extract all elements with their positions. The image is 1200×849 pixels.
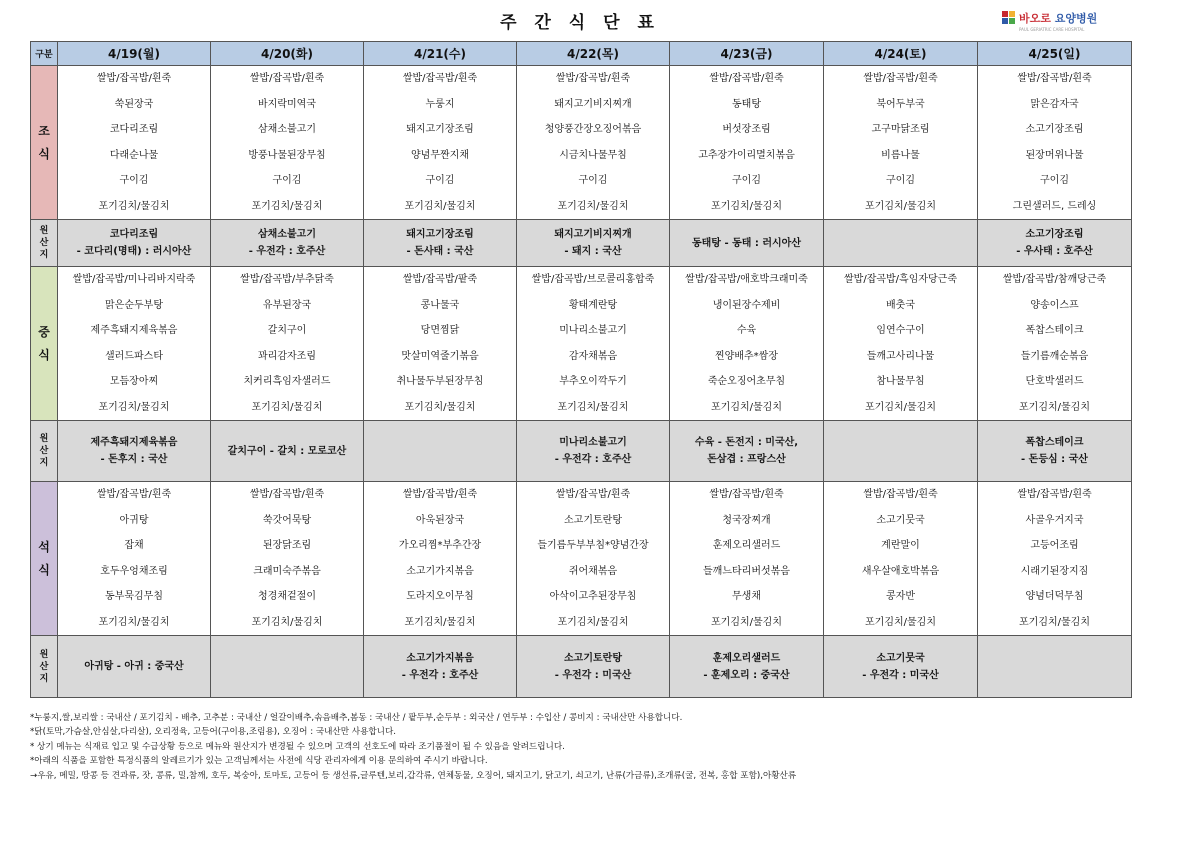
origin-label: 원 산 지 <box>31 220 58 267</box>
dish: 버섯장조림 <box>722 124 771 135</box>
dish: 양송이스프 <box>1030 299 1079 311</box>
dish: 포기김치/물김치 <box>865 401 936 413</box>
dish: 쌀밥/잡곡밥/흰죽 <box>249 73 325 84</box>
dish: 포기김치/물김치 <box>865 616 936 628</box>
dish: 시금치나물무침 <box>559 149 627 161</box>
dish: 들기름깨순볶음 <box>1020 350 1089 362</box>
dish: 고구마닭조림 <box>871 124 930 135</box>
origin-cell: 폭찹스테이크 - 돈등심 : 국산 <box>978 421 1132 482</box>
menu-cell <box>58 267 211 421</box>
dish: 양념무짠지채 <box>411 149 469 161</box>
dish: 맑은감자국 <box>1030 98 1079 110</box>
dish: 쌀밥/잡곡밥/흰죽 <box>555 73 631 84</box>
menu-cell <box>517 482 670 636</box>
logo-text-main: 바오로 <box>1019 12 1051 25</box>
dish: 시래기된장지짐 <box>1020 565 1089 577</box>
dish: 포기김치/물김치 <box>557 200 629 212</box>
menu-cell <box>211 482 364 636</box>
dish: 당면찜닭 <box>420 325 460 336</box>
menu-cell <box>211 66 364 220</box>
dish: 잡채 <box>124 540 144 551</box>
dish: 계란말이 <box>881 540 920 551</box>
dish: 된장닭조림 <box>262 540 312 551</box>
dish: 들깨느타리버섯볶음 <box>703 565 790 577</box>
dish: 포기김치/물김치 <box>1019 616 1090 628</box>
dish: 쌀밥/잡곡밥/흰죽 <box>1017 489 1092 500</box>
menu-cell <box>824 267 978 421</box>
dish: 쑥갓어묵탕 <box>262 514 312 526</box>
footnotes <box>30 711 1130 783</box>
dish: 소고기토란탕 <box>564 514 622 526</box>
dish: 양념더덕무침 <box>1025 591 1084 602</box>
dish: 쌀밥/잡곡밥/브로콜리홍합죽 <box>531 274 655 285</box>
dish: 꽈리감자조림 <box>258 350 316 362</box>
origin-cell: 훈제오리샐러드 - 훈제오리 : 중국산 <box>670 636 824 698</box>
menu-cell <box>364 66 517 220</box>
menu-cell <box>211 267 364 421</box>
dish: 부추오이깍두기 <box>559 376 627 387</box>
dish: 비름나물 <box>881 149 920 161</box>
header-day: 4/23(금) <box>670 42 824 66</box>
origin-cell: 돼지고기장조림 - 돈사태 : 국산 <box>364 220 517 267</box>
dish: 청양풍간장오징어볶음 <box>544 124 642 135</box>
menu-cell <box>824 66 978 220</box>
logo-tagline: PAUL GERIATRIC CARE HOSPITAL <box>1019 27 1085 32</box>
dish: 들기름두부부침*양념간장 <box>537 540 649 551</box>
dish: 크래미숙주볶음 <box>253 565 321 577</box>
dish: 소고기가지볶음 <box>406 565 474 577</box>
dish: 구이김 <box>272 175 302 186</box>
dish: 냉이된장수제비 <box>712 299 781 311</box>
footnote: *아래의 식품을 포함한 특정식품의 알레르기가 있는 고객님께서는 사전에 식당 관리자에게 이용 문의하여 주시기 바랍니다. <box>30 756 488 767</box>
dish: 유부된장국 <box>262 299 312 311</box>
dish: 쌀밥/잡곡밥/부추닭죽 <box>240 274 334 285</box>
dish: 쌀밥/잡곡밥/애호박크래미죽 <box>685 274 808 285</box>
origin-cell: 수육 - 돈전지 : 미국산, 돈삼겹 : 프랑스산 <box>670 421 824 482</box>
dish: 포기김치/물김치 <box>865 200 936 212</box>
dish: 포기김치/물김치 <box>1019 401 1090 413</box>
dish: 쌀밥/잡곡밥/흰죽 <box>1017 73 1092 84</box>
footnote: *닭(토막,가슴살,안심살,다리살), 오리정육, 고등어(구이용,조림용), 오징어 : 국내산만 사용합니다. <box>30 727 397 738</box>
page-title: 주 간 식 단 표 <box>500 13 660 33</box>
breakfast-row <box>31 66 1132 220</box>
dish: 감자채볶음 <box>568 350 618 362</box>
dish: 단호박샐러드 <box>1025 376 1084 387</box>
dish: 포기김치/물김치 <box>711 200 782 212</box>
dish: 방풍나물된장무침 <box>248 149 326 161</box>
menu-cell <box>978 267 1132 421</box>
menu-cell <box>364 267 517 421</box>
dish: 포기김치/물김치 <box>711 401 782 413</box>
dish: 그린샐러드, 드레싱 <box>1012 200 1097 212</box>
weekly-menu-table <box>30 41 1132 698</box>
header-gubun: 구분 <box>31 42 58 66</box>
dish: 폭찹스테이크 <box>1025 325 1084 336</box>
dish: 돼지고기비지찌개 <box>554 98 632 110</box>
dish: 모듬장아찌 <box>109 376 159 387</box>
menu-cell <box>364 482 517 636</box>
origin-row-breakfast <box>31 220 1132 267</box>
origin-row-lunch <box>31 421 1132 482</box>
origin-cell: 아귀탕 - 아귀 : 중국산 <box>58 636 211 698</box>
dish: 포기김치/물김치 <box>251 616 323 628</box>
dish: 쌀밥/잡곡밥/참깨당근죽 <box>1002 274 1107 285</box>
dish: 포기김치/물김치 <box>711 616 782 628</box>
hospital-logo <box>1002 10 1097 32</box>
dish: 들깨고사리나물 <box>866 350 935 362</box>
dish: 쌀밥/잡곡밥/흰죽 <box>863 73 938 84</box>
dish: 맑은순두부탕 <box>105 299 163 311</box>
meal-label-dinner: 석 식 <box>31 482 58 636</box>
dish: 청경채겉절이 <box>258 591 316 602</box>
dish: 쌀밥/잡곡밥/미나리바지락죽 <box>72 274 196 285</box>
dish: 훈제오리샐러드 <box>712 540 781 551</box>
menu-cell <box>517 66 670 220</box>
dish: 구이김 <box>578 175 608 186</box>
dish: 삼채소불고기 <box>258 124 316 135</box>
dish: 쥐어채볶음 <box>568 565 618 577</box>
dish: 고등어조림 <box>1030 540 1079 551</box>
dish: 새우살애호박볶음 <box>861 565 940 577</box>
dish: 쌀밥/잡곡밥/흑임자당근죽 <box>844 274 957 285</box>
origin-cell: 코다리조림 - 코다리(명태) : 러시아산 <box>58 220 211 267</box>
footnote: *누룽지,쌀,보리쌀 : 국내산 / 포기김치 - 배추, 고추분 : 국내산 / 얼갈이배추,솎음배추,봄동 : 국내산 / 팥두부,순두부 : 외국산 / 연두부 : 수입산 / 콩비지 : 국내산만 사용합니다. <box>30 713 683 723</box>
menu-cell <box>670 482 824 636</box>
header-day: 4/22(목) <box>517 42 670 66</box>
menu-cell <box>58 482 211 636</box>
dish: 무생채 <box>732 591 761 602</box>
origin-cell <box>211 636 364 698</box>
dish: 쌀밥/잡곡밥/흰죽 <box>863 489 938 500</box>
origin-label: 원 산 지 <box>31 421 58 482</box>
dish: 배춧국 <box>886 299 915 311</box>
origin-cell: 갈치구이 - 갈치 : 모로코산 <box>211 421 364 482</box>
dish: 북어두부국 <box>876 98 925 110</box>
dish: 찐양배추*쌈장 <box>715 350 778 362</box>
dish: 쌀밥/잡곡밥/흰죽 <box>96 489 172 500</box>
dish: 돼지고기장조림 <box>406 124 474 135</box>
dish: 쌀밥/잡곡밥/흰죽 <box>709 489 784 500</box>
dish: 포기김치/물김치 <box>98 401 170 413</box>
header-day: 4/25(일) <box>978 42 1132 66</box>
header-day: 4/19(월) <box>58 42 211 66</box>
dish: 죽순오징어초무침 <box>707 376 786 387</box>
dinner-row <box>31 482 1132 636</box>
dish: 고추장가이리멸치볶음 <box>698 149 795 161</box>
dish: 콩나물국 <box>420 299 460 311</box>
dish: 포기김치/물김치 <box>404 200 476 212</box>
dish: 포기김치/물김치 <box>404 616 476 628</box>
dish: 바지락미역국 <box>258 98 316 110</box>
origin-cell <box>824 421 978 482</box>
meal-label-lunch: 중 식 <box>31 267 58 421</box>
origin-cell: 돼지고기비지찌개 - 돼지 : 국산 <box>517 220 670 267</box>
origin-cell: 소고기뭇국 - 우전각 : 미국산 <box>824 636 978 698</box>
dish: 아귀탕 <box>119 514 149 526</box>
origin-cell: 동태탕 - 동태 : 러시아산 <box>670 220 824 267</box>
dish: 아욱된장국 <box>415 514 465 526</box>
dish: 가오리찜*부추간장 <box>398 540 482 551</box>
origin-cell <box>364 421 517 482</box>
dish: 누룽지 <box>425 98 455 110</box>
dish: 황태계란탕 <box>568 299 618 311</box>
dish: 동태탕 <box>732 98 761 110</box>
dish: 쌀밥/잡곡밥/흰죽 <box>249 489 325 500</box>
footnote: * 상기 메뉴는 식재료 입고 및 수급상황 등으로 메뉴와 원산지가 변경될 수 있으며 고객의 선호도에 따라 조기품절이 될 수 있음을 알려드립니다. <box>30 741 565 752</box>
dish: 취나물두부된장무침 <box>396 376 484 387</box>
dish: 포기김치/물김치 <box>404 401 476 413</box>
header-day: 4/21(수) <box>364 42 517 66</box>
dish: 소고기뭇국 <box>876 514 925 526</box>
dish: 쌀밥/잡곡밥/흰죽 <box>709 73 784 84</box>
lunch-row <box>31 267 1132 421</box>
menu-cell <box>978 482 1132 636</box>
origin-label: 원 산 지 <box>31 636 58 698</box>
header-day: 4/20(화) <box>211 42 364 66</box>
dish: 된장머위나물 <box>1025 149 1084 161</box>
dish: 갈치구이 <box>267 325 307 336</box>
dish: 소고기장조림 <box>1025 124 1084 135</box>
origin-row-dinner <box>31 636 1132 698</box>
origin-cell: 소고기장조림 - 우사태 : 호주산 <box>978 220 1132 267</box>
dish: 구이김 <box>1040 175 1069 186</box>
dish: 쌀밥/잡곡밥/흰죽 <box>96 73 172 84</box>
menu-cell <box>670 66 824 220</box>
dish: 임연수구이 <box>876 325 925 336</box>
menu-cell <box>58 66 211 220</box>
dish: 맛살미역줄기볶음 <box>401 350 479 362</box>
dish: 사골우거지국 <box>1025 514 1084 526</box>
dish: 쌀밥/잡곡밥/흰죽 <box>402 73 478 84</box>
dish: 참나물무침 <box>876 376 925 387</box>
dish: 수육 <box>736 325 757 336</box>
header-day: 4/24(토) <box>824 42 978 66</box>
menu-cell <box>978 66 1132 220</box>
footnote: →우유, 메밀, 땅콩 등 견과류, 잣, 콩류, 밀,참깨, 호두, 복숭아, 토마토, 고등어 등 생선류,글루텐,보리,갑각류, 연체동물, 오징어, 돼지고기, 닭고기, 쇠고기, 난류(가금류),조개류(굴, 전복, 홍합 포함),아황산류 <box>30 770 797 781</box>
dish: 치커리흑임자샐러드 <box>243 376 331 387</box>
menu-cell <box>517 267 670 421</box>
dish: 청국장찌개 <box>722 514 771 526</box>
origin-cell: 미나리소불고기 - 우전각 : 호주산 <box>517 421 670 482</box>
dish: 구이김 <box>425 175 455 186</box>
origin-cell: 소고기가지볶음 - 우전각 : 호주산 <box>364 636 517 698</box>
table-header-row <box>31 42 1132 66</box>
dish: 구이김 <box>119 175 149 186</box>
dish: 쌀밥/잡곡밥/흰죽 <box>555 489 631 500</box>
menu-cell <box>670 267 824 421</box>
dish: 다래순나물 <box>109 149 159 161</box>
logo-icon <box>1002 11 1016 25</box>
dish: 구이김 <box>732 175 761 186</box>
dish: 포기김치/물김치 <box>557 401 629 413</box>
dish: 코다리조림 <box>109 124 159 135</box>
meal-label-breakfast: 조 식 <box>31 66 58 220</box>
dish: 구이김 <box>886 175 915 186</box>
dish: 샐러드파스타 <box>105 350 163 362</box>
dish: 도라지오이무침 <box>406 591 474 602</box>
dish: 미나리소불고기 <box>559 325 627 336</box>
dish: 포기김치/물김치 <box>98 200 170 212</box>
dish: 콩자반 <box>886 591 915 602</box>
origin-cell <box>978 636 1132 698</box>
dish: 포기김치/물김치 <box>98 616 170 628</box>
origin-cell <box>824 220 978 267</box>
dish: 동부묵김무침 <box>105 591 163 602</box>
dish: 쑥된장국 <box>114 98 154 110</box>
dish: 포기김치/물김치 <box>251 200 323 212</box>
dish: 포기김치/물김치 <box>251 401 323 413</box>
dish: 아삭이고추된장무침 <box>549 591 637 602</box>
dish: 호두우엉채조림 <box>100 565 168 577</box>
origin-cell: 삼채소불고기 - 우전각 : 호주산 <box>211 220 364 267</box>
origin-cell: 소고기토란탕 - 우전각 : 미국산 <box>517 636 670 698</box>
dish: 제주흑돼지제육볶음 <box>90 325 178 336</box>
dish: 쌀밥/잡곡밥/팥죽 <box>402 274 478 285</box>
dish: 쌀밥/잡곡밥/흰죽 <box>402 489 478 500</box>
origin-cell: 제주흑돼지제육볶음 - 돈후지 : 국산 <box>58 421 211 482</box>
dish: 포기김치/물김치 <box>557 616 629 628</box>
logo-text-sub: 요양병원 <box>1054 12 1098 25</box>
menu-cell <box>824 482 978 636</box>
